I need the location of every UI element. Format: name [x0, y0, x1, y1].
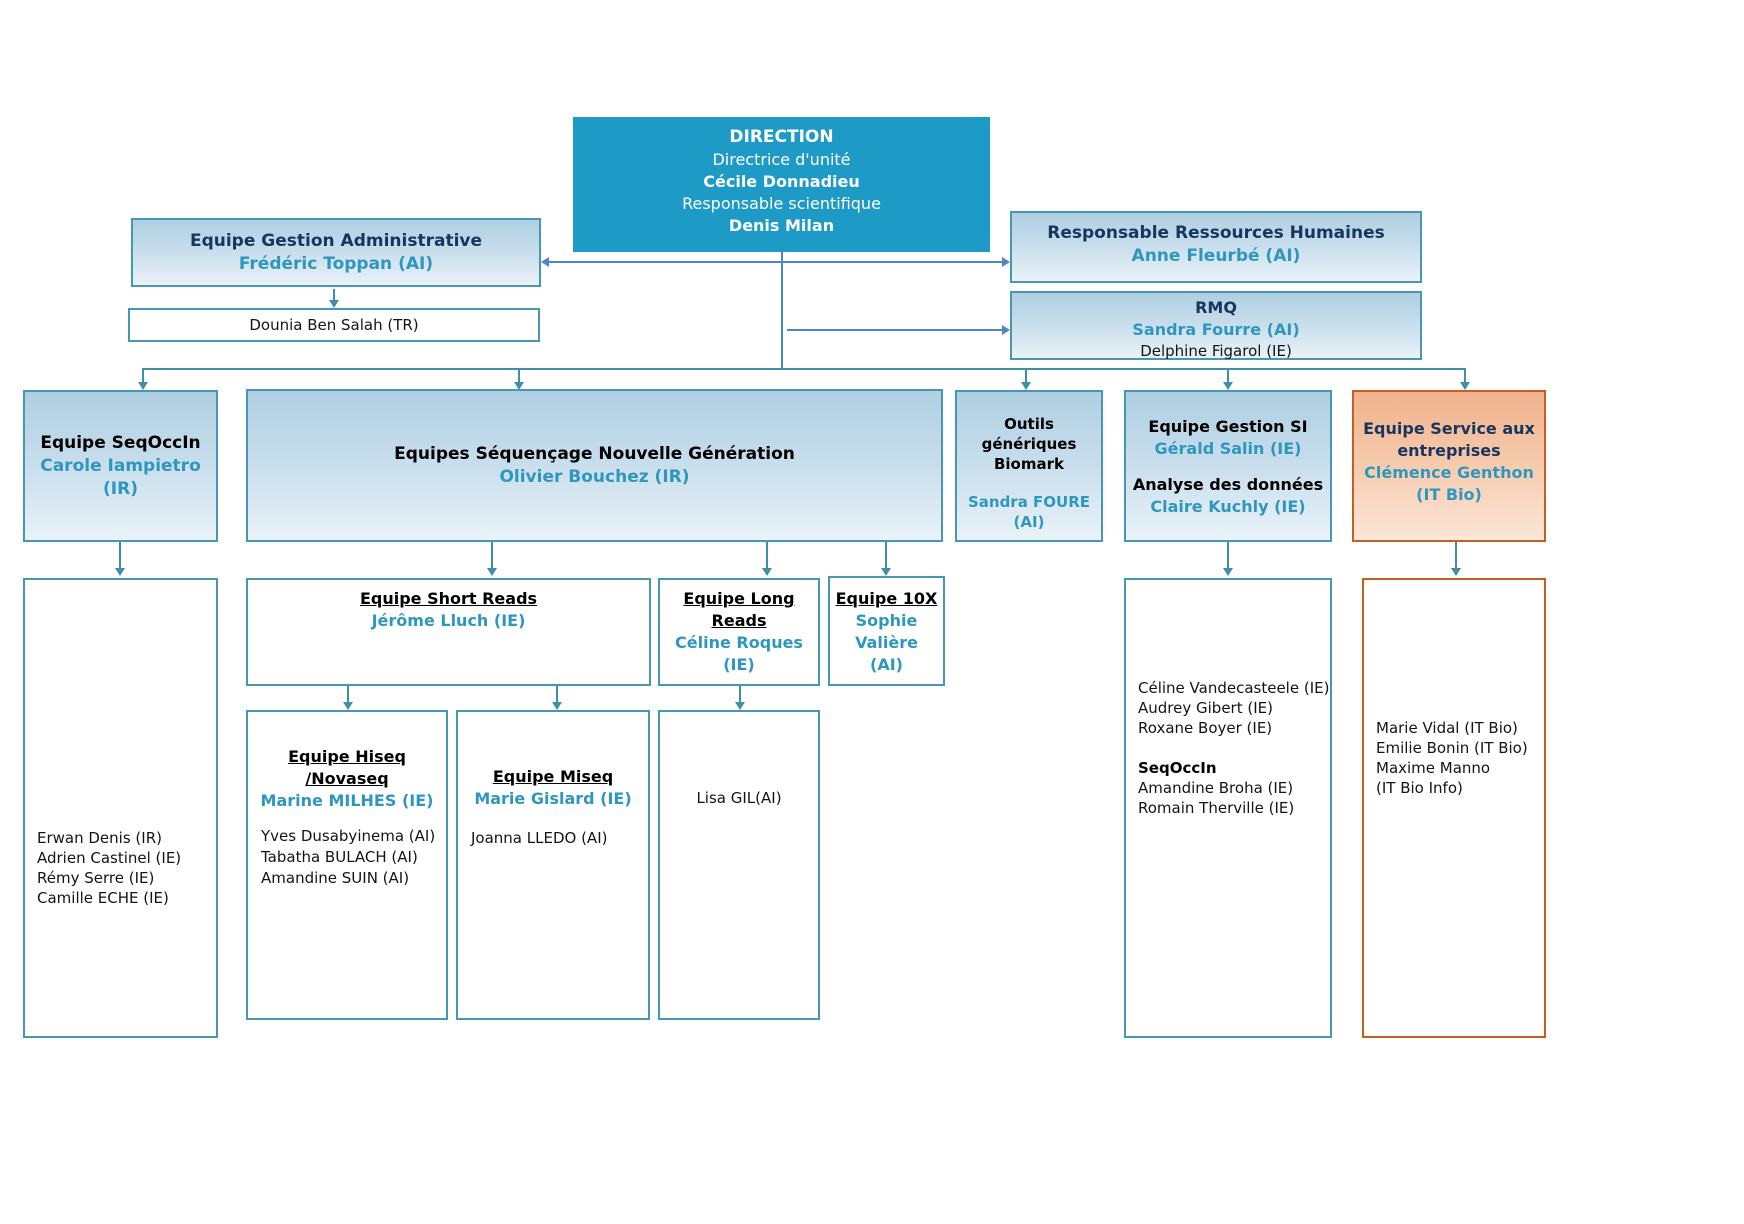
arrowhead-down-icon — [115, 568, 125, 576]
arrowhead-down-icon — [552, 702, 562, 710]
rmq-box — [1010, 291, 1422, 360]
arrowhead-down-icon — [762, 568, 772, 576]
hiseq-title-1: Equipe Hiseq — [288, 747, 406, 766]
connector-rmq-branch — [787, 329, 1002, 331]
member-row: Roxane Boyer (IE) — [1138, 719, 1273, 737]
hiseq-lead: Marine MILHES (IE) — [260, 791, 434, 810]
biomark-box — [955, 390, 1103, 542]
arrowhead-right-icon — [1002, 325, 1010, 335]
short-reads-lead: Jérôme Lluch (IE) — [371, 611, 526, 630]
si-members-box — [1124, 578, 1332, 1038]
gil-box — [658, 710, 820, 1020]
short-reads-title: Equipe Short Reads — [359, 589, 538, 608]
member-row: Adrien Castinel (IE) — [37, 849, 182, 867]
miseq-lead: Marie Gislard (IE) — [474, 789, 632, 808]
arrowhead-left-icon — [541, 257, 549, 267]
service-members-box — [1362, 578, 1546, 1038]
arrowhead-down-icon — [343, 702, 353, 710]
member-row: Marie Vidal (IT Bio) — [1376, 719, 1518, 737]
arrowhead-down-icon — [735, 702, 745, 710]
long-reads-lead: Céline Roques — [675, 633, 803, 652]
connector-drop — [885, 542, 887, 568]
admin-team-box — [131, 218, 541, 287]
connector-direction-horizontal — [549, 261, 1002, 263]
service-title-1: Equipe Service aux — [1363, 419, 1535, 438]
miseq-box — [456, 710, 650, 1020]
member-row: Erwan Denis (IR) — [37, 829, 162, 847]
short-reads-box — [246, 578, 651, 686]
seqoccin-lead: Carole Iampietro — [40, 455, 201, 476]
service-lead: Clémence Genthon — [1364, 463, 1534, 482]
team-10x-lead-1: Sophie — [855, 611, 918, 630]
connector-main-horizontal — [143, 368, 1465, 370]
arrowhead-down-icon — [487, 568, 497, 576]
long-reads-title-1: Equipe Long — [683, 589, 795, 608]
si-title: Equipe Gestion SI — [1148, 417, 1308, 436]
team-10x-box — [828, 576, 945, 686]
connector-drop — [1227, 542, 1229, 568]
long-reads-title-2: Reads — [711, 611, 767, 630]
member-row: Céline Vandecasteele (IE) — [1138, 679, 1330, 697]
service-title-2: entreprises — [1397, 441, 1501, 460]
member-row: Camille ECHE (IE) — [37, 889, 169, 907]
rmq-title: RMQ — [1195, 298, 1237, 317]
admin-member: Dounia Ben Salah (TR) — [249, 316, 419, 334]
connector-drop — [766, 542, 768, 568]
member-row: Audrey Gibert (IE) — [1138, 699, 1273, 717]
connector-drop — [142, 368, 144, 382]
direction-role-2: Responsable scientifique — [682, 194, 881, 213]
si-sublead: Claire Kuchly (IE) — [1150, 497, 1306, 516]
direction-name: Cécile Donnadieu — [703, 172, 860, 191]
admin-team-lead: Frédéric Toppan (AI) — [238, 253, 434, 274]
member-row: Joanna LLEDO (AI) — [471, 829, 608, 847]
ngs-lead: Olivier Bouchez (IR) — [499, 466, 690, 487]
biomark-title-1: Outils — [1004, 415, 1054, 433]
connector-drop — [119, 542, 121, 568]
hr-lead: Anne Fleurbé (AI) — [1131, 246, 1301, 266]
biomark-title-2: génériques — [981, 435, 1077, 453]
arrowhead-down-icon — [881, 568, 891, 576]
arrowhead-down-icon — [1021, 382, 1031, 390]
si-lead: Gérald Salin (IE) — [1154, 439, 1302, 458]
direction-role: Directrice d'unité — [712, 150, 851, 169]
hr-box — [1010, 211, 1422, 283]
arrowhead-right-icon — [1002, 257, 1010, 267]
direction-box — [573, 117, 990, 252]
arrowhead-down-icon — [1223, 568, 1233, 576]
si-subtitle: Analyse des données — [1132, 475, 1324, 494]
member-row: Rémy Serre (IE) — [37, 869, 155, 887]
connector-drop — [518, 368, 520, 382]
member-row: (IT Bio Info) — [1376, 779, 1463, 797]
hiseq-title-2: /Novaseq — [305, 769, 389, 788]
si-group-label: SeqOccIn — [1138, 759, 1217, 777]
si-team-box — [1124, 390, 1332, 542]
direction-title: DIRECTION — [729, 127, 834, 147]
connector-direction-vertical — [781, 252, 783, 369]
seqoccin-title: Equipe SeqOccIn — [40, 432, 201, 453]
biomark-lead: Sandra FOURE — [967, 493, 1091, 511]
service-lead-grade: (IT Bio) — [1416, 485, 1482, 504]
biomark-title-3: Biomark — [993, 455, 1064, 473]
member-row: Tabatha BULACH (AI) — [261, 848, 418, 866]
connector-drop — [1025, 368, 1027, 382]
biomark-lead-grade: (AI) — [1013, 513, 1045, 531]
arrowhead-down-icon — [1223, 382, 1233, 390]
team-10x-lead-2: Valière — [855, 633, 918, 652]
connector-drop — [1455, 542, 1457, 568]
member-row: Emilie Bonin (IT Bio) — [1376, 739, 1528, 757]
admin-member-box — [128, 308, 540, 342]
arrowhead-down-icon — [1451, 568, 1461, 576]
long-reads-box — [658, 578, 820, 686]
seqoccin-members-box — [23, 578, 218, 1038]
connector-drop — [491, 542, 493, 568]
ngs-title: Equipes Séquençage Nouvelle Génération — [394, 443, 795, 464]
connector-drop — [1227, 368, 1229, 382]
connector-drop — [739, 686, 741, 702]
member-row: Romain Therville (IE) — [1138, 799, 1295, 817]
ngs-box — [246, 389, 943, 542]
direction-name-2: Denis Milan — [728, 216, 835, 235]
hr-title: Responsable Ressources Humaines — [1047, 223, 1385, 243]
seqoccin-lead-grade: (IR) — [103, 478, 138, 499]
connector-drop — [556, 686, 558, 702]
admin-team-title: Equipe Gestion Administrative — [189, 230, 483, 251]
arrowhead-down-icon — [329, 300, 339, 308]
member-row: Maxime Manno — [1376, 759, 1491, 777]
member-row: Yves Dusabyinema (AI) — [261, 827, 436, 845]
member-row: Amandine SUIN (AI) — [261, 869, 410, 887]
team-10x-title: Equipe 10X — [835, 589, 938, 608]
arrowhead-down-icon — [1460, 382, 1470, 390]
member-row: Amandine Broha (IE) — [1138, 779, 1294, 797]
miseq-title: Equipe Miseq — [492, 767, 614, 786]
arrowhead-down-icon — [138, 382, 148, 390]
connector-drop — [347, 686, 349, 702]
rmq-member: Delphine Figarol (IE) — [1140, 342, 1292, 360]
team-10x-lead-grade: (AI) — [870, 655, 903, 674]
connector-drop — [1464, 368, 1466, 382]
seqoccin-team-box — [23, 390, 218, 542]
service-team-box — [1352, 390, 1546, 542]
hiseq-box — [246, 710, 448, 1020]
member-row: Lisa GIL(AI) — [696, 789, 782, 807]
rmq-lead: Sandra Fourre (AI) — [1132, 320, 1300, 339]
long-reads-lead-grade: (IE) — [723, 655, 755, 674]
